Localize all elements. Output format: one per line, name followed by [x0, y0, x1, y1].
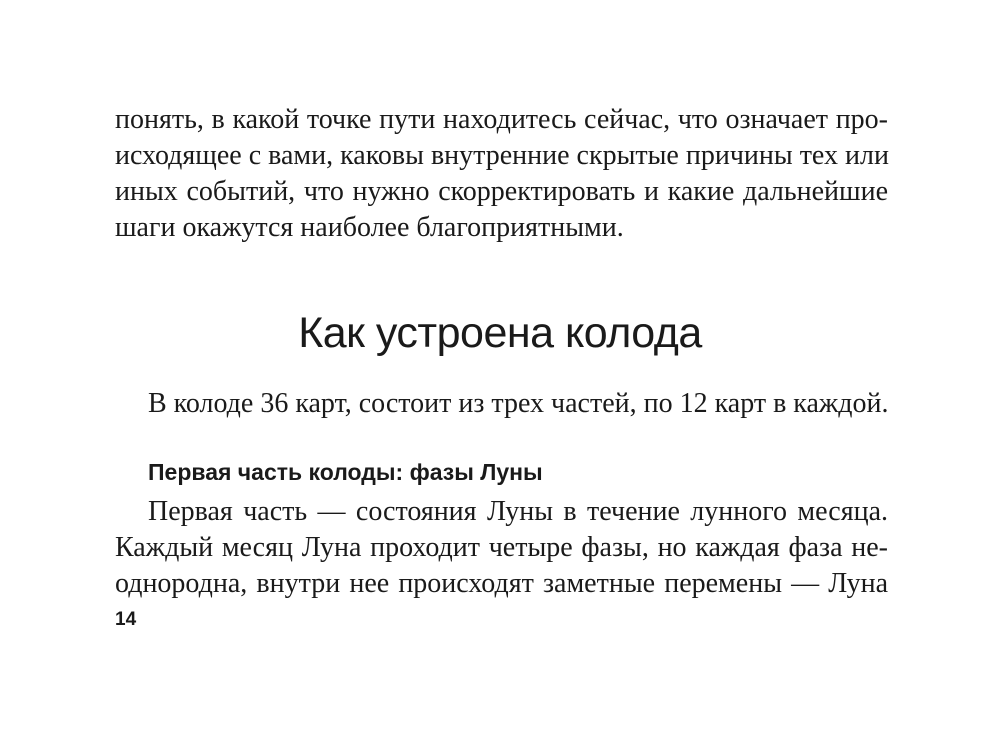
paragraph-line: понять, в какой точке пути находитесь сейчас, что означает про- — [115, 104, 888, 135]
paragraph-line: иных событий, что нужно скорректировать и какие дальнейшие — [115, 176, 888, 207]
paragraph-line: шаги окажутся наиболее благоприятными. — [115, 212, 624, 243]
paragraph-line: Первая часть — состояния Луны в течение лунного месяца. — [148, 496, 888, 527]
page-number: 14 — [115, 609, 137, 630]
paragraph-line: однородна, внутри нее происходят заметные перемены — Луна — [115, 568, 888, 599]
section-intro: В колоде 36 карт, состоит из трех частей, по 12 карт в каждой. — [148, 388, 889, 419]
section-title: Как устроена колода — [298, 309, 702, 357]
paragraph-line: исходящее с вами, каковы внутренние скрытые причины тех или — [115, 140, 889, 171]
paragraph-line: Каждый месяц Луна проходит четыре фазы, но каждая фаза не- — [115, 532, 888, 563]
subsection-title: Первая часть колоды: фазы Луны — [148, 459, 543, 485]
